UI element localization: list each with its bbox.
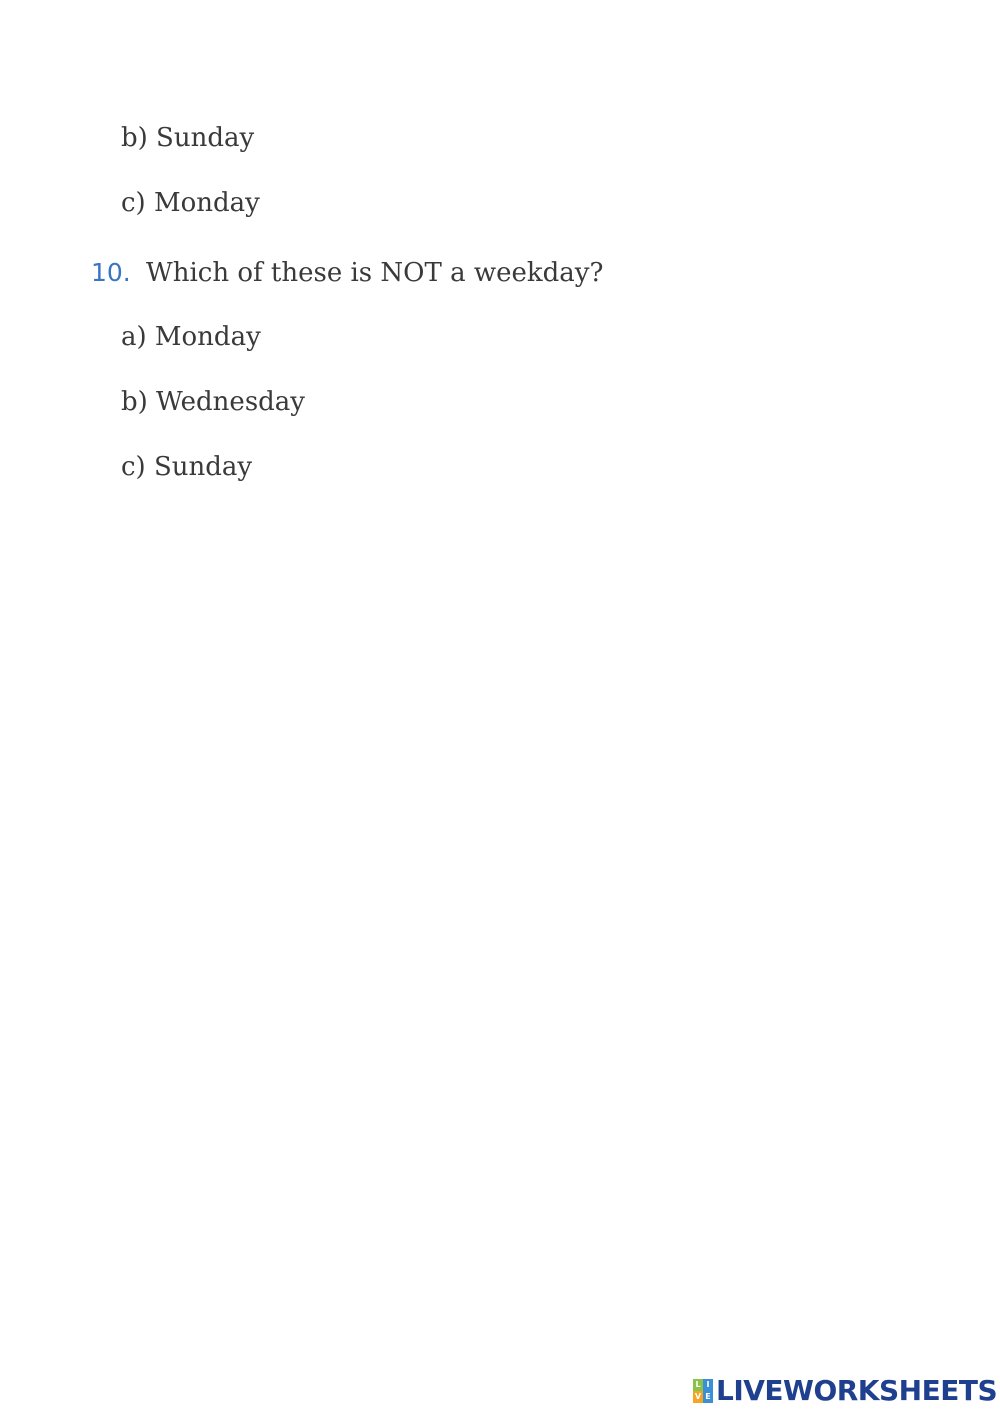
question-text: Which of these is NOT a weekday?	[146, 258, 604, 288]
liveworksheets-logo	[693, 1374, 997, 1408]
question-number: 10.	[91, 258, 131, 287]
logo-mark-cell: I	[703, 1379, 713, 1391]
option-b[interactable]: b) Wednesday	[121, 387, 305, 417]
option-c[interactable]: c) Sunday	[121, 452, 253, 482]
logo-mark-cell: E	[703, 1391, 713, 1403]
logo-mark-icon	[693, 1379, 713, 1403]
logo-mark-cell: L	[693, 1379, 703, 1391]
option-a[interactable]: a) Monday	[121, 322, 261, 352]
option-b-previous-question[interactable]: b) Sunday	[121, 123, 255, 153]
logo-mark-cell: V	[694, 1392, 702, 1401]
option-c-previous-question[interactable]: c) Monday	[121, 188, 260, 218]
logo-text: LIVEWORKSHEETS	[716, 1374, 998, 1407]
